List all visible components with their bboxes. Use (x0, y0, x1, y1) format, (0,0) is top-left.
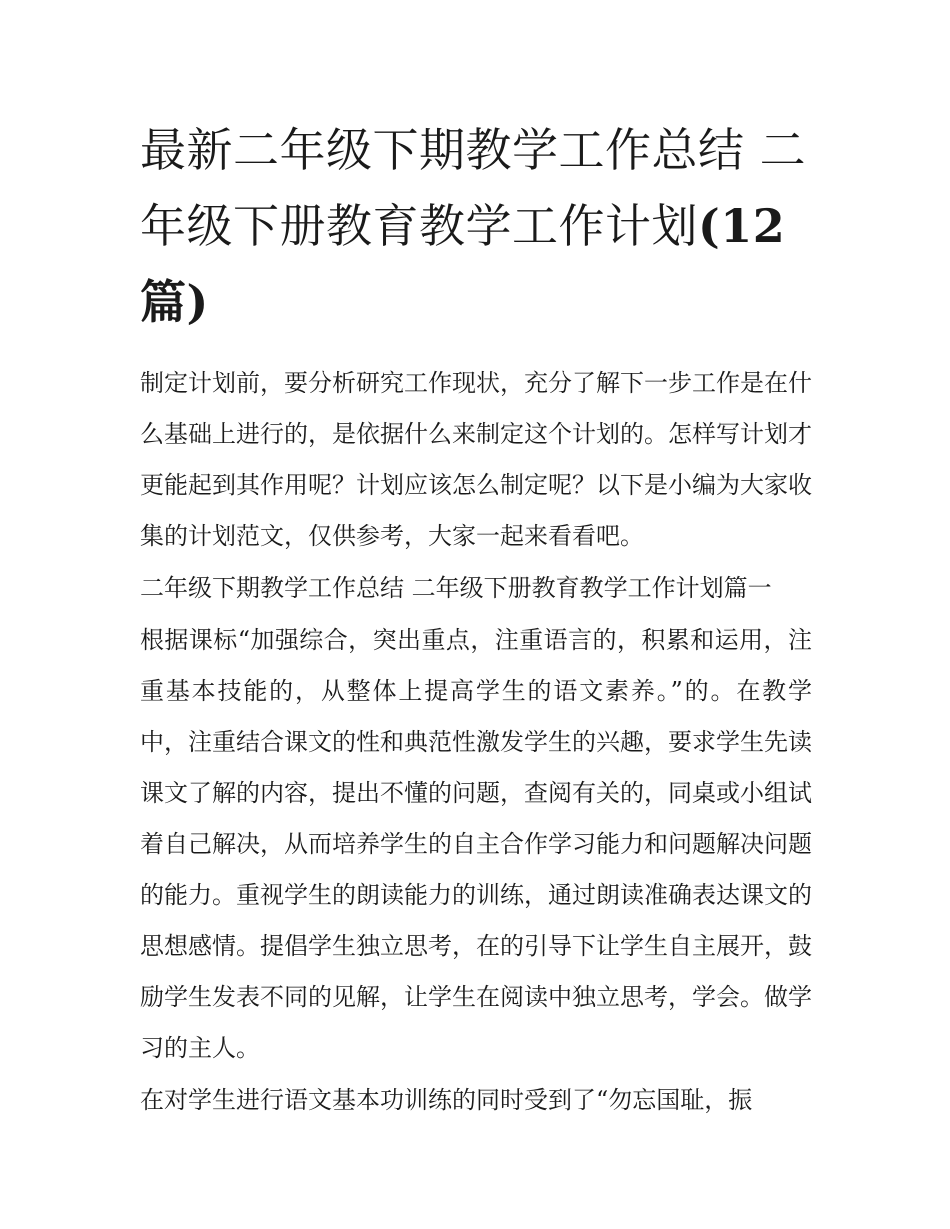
body-paragraph: 在对学生进行语文基本功训练的同时受到了“勿忘国耻，振 (140, 1086, 753, 1114)
intro-paragraph: 制定计划前，要分析研究工作现状，充分了解下一步工作是在什么基础上进行的，是依据什么来制定这个计划的。怎样写计划才更能起到其作用呢？计划应该怎么制定呢？以下是小编为大家收集的计划范文，仅供参考，大家一起来看看吧。 (140, 369, 812, 550)
section-heading: 二年级下期教学工作总结 二年级下册教育教学工作计划篇一 (140, 574, 772, 602)
title-suffix: (12篇) (140, 199, 786, 329)
document-title (140, 112, 812, 340)
document-content (140, 112, 812, 1127)
title-main: 最新二年级下期教学工作总结 二年级下册教育教学工作计划 (140, 123, 807, 253)
body-paragraph: 根据课标“加强综合，突出重点，注重语言的，积累和运用，注重基本技能的，从整体上提高学生的语文素养。”的。在教学中，注重结合课文的性和典范性激发学生的兴趣，要求学生先读课文了解的内容，提出不懂的问题，查阅有关的，同桌或小组试着自己解决，从而培养学生的自主合作学习能力和问题解决问题的能力。重视学生的朗读能力的训练，通过朗读准确表达课文的思想感情。提倡学生独立思考，在的引导下让学生自主展开，鼓励学生发表不同的见解，让学生在阅读中独立思考，学会。做学习的主人。 (140, 626, 812, 1062)
